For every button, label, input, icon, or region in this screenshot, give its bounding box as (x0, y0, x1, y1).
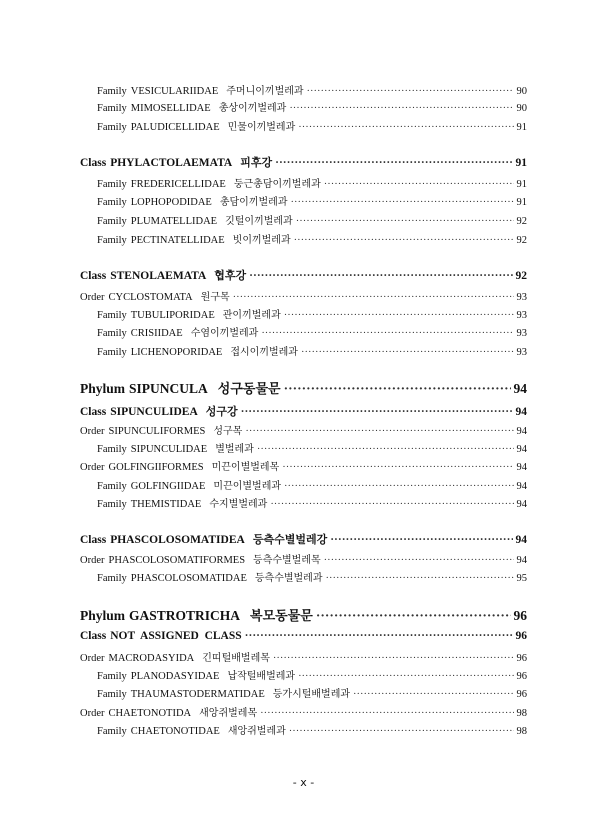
toc-entry-family (97, 722, 527, 737)
toc-entry-family (97, 495, 527, 510)
toc-entry-scientific-name: CHAETONOTIDA (108, 708, 192, 719)
toc-entry-korean-name: 원구목 (200, 292, 230, 303)
toc-entry-korean-name: 미끈이별벌레과 (213, 481, 282, 492)
toc-entry-taxon: Family (97, 481, 127, 492)
toc-entry-scientific-name: CRISIIDAE (130, 328, 183, 339)
dot-leader (284, 381, 511, 397)
toc-entry-page-number: 91 (516, 122, 527, 133)
toc-entry-taxon: Class (80, 406, 107, 418)
toc-entry-taxon: Family (97, 197, 127, 208)
toc-entry-scientific-name: GOLFINGIIFORMES (108, 462, 204, 473)
toc-entry-order (80, 458, 527, 473)
toc-entry-page-number: 96 (516, 689, 527, 700)
dot-leader (261, 328, 513, 339)
toc-entry-phylum (80, 605, 527, 624)
dot-leader (273, 653, 514, 664)
toc-entry-page-number: 94 (516, 444, 527, 455)
toc-entry-taxon: Family (97, 103, 127, 114)
toc-entry-scientific-name: SIPUNCULA (129, 381, 208, 396)
dot-leader (289, 103, 513, 114)
dot-leader (284, 481, 513, 492)
toc-entry-scientific-name: MIMOSELLIDAE (130, 103, 211, 114)
toc-entry-page-number: 96 (515, 630, 527, 642)
toc-entry-page-number: 95 (516, 573, 527, 584)
toc-entry-korean-name: 미끈이별벌레목 (211, 462, 280, 473)
dot-leader (316, 608, 511, 624)
dot-leader (296, 216, 514, 227)
toc-entry-order (80, 704, 527, 719)
toc-entry-page-number: 93 (516, 347, 527, 358)
toc-entry-page-number: 92 (516, 216, 527, 227)
toc-entry-page-number: 94 (516, 462, 527, 473)
toc-entry-page-number: 98 (516, 708, 527, 719)
toc-entry-scientific-name: STENOLAEMATA (110, 270, 207, 282)
toc-entry-scientific-name: NOT ASSIGNED CLASS (110, 630, 242, 642)
toc-entry-scientific-name: LICHENOPORIDAE (130, 347, 223, 358)
toc-entry-taxon: Family (97, 216, 127, 227)
toc-entry-korean-name: 깃털이끼벌레과 (225, 216, 293, 227)
toc-entry-korean-name: 피후강 (240, 156, 273, 169)
dot-leader (324, 555, 514, 566)
toc-entry-scientific-name: FREDERICELLIDAE (130, 179, 226, 190)
dot-leader (326, 573, 514, 584)
toc-entry-korean-name: 별벌레과 (215, 444, 254, 455)
toc-entry-page-number: 90 (516, 103, 527, 114)
toc-entry-order (80, 422, 527, 437)
dot-leader (275, 157, 512, 169)
toc-entry-taxon: Family (97, 726, 127, 737)
toc-entry-scientific-name: THAUMASTODERMATIDAE (130, 689, 265, 700)
toc-entry-korean-name: 납작털배벌레과 (227, 671, 296, 682)
toc-entry-taxon: Family (97, 235, 127, 246)
toc-entry-page-number: 94 (516, 555, 527, 566)
toc-entry-scientific-name: SIPUNCULIFORMES (108, 426, 206, 437)
dot-leader (233, 292, 514, 303)
toc-entry-korean-name: 빗이끼벌레과 (232, 235, 291, 246)
dot-leader (257, 444, 514, 455)
toc-entry-taxon: Order (80, 555, 105, 566)
toc-entry-taxon: Class (80, 534, 107, 546)
toc-entry-scientific-name: PHYLACTOLAEMATA (110, 157, 233, 169)
toc-entry-scientific-name: TUBULIPORIDAE (130, 310, 215, 321)
toc-entry-korean-name: 등가시털배벌레과 (272, 689, 351, 700)
toc-entry-scientific-name: PLANODASYIDAE (130, 671, 220, 682)
toc-entry-korean-name: 복모동물문 (250, 609, 313, 624)
toc-entry-class (80, 531, 527, 548)
dot-leader (245, 426, 513, 437)
toc-entry-family (97, 324, 527, 339)
toc-entry-page-number: 94 (516, 499, 527, 510)
toc-entry-scientific-name: MACRODASYIDA (108, 653, 195, 664)
toc-entry-korean-name: 새앙쥐벌레목 (199, 708, 258, 719)
toc-entry-taxon: Order (80, 462, 105, 473)
dot-leader (249, 270, 512, 282)
dot-leader (289, 726, 514, 737)
toc-entry-family (97, 193, 527, 208)
toc-entry-phylum (80, 378, 527, 397)
toc-entry-korean-name: 수지별벌레과 (209, 499, 268, 510)
dot-leader (330, 534, 512, 546)
toc-entry-family (97, 306, 527, 321)
toc-entry-page-number: 93 (516, 328, 527, 339)
toc-entry-taxon: Order (80, 292, 105, 303)
toc-entry-scientific-name: PHASCOLOSOMATIFORMES (108, 555, 246, 566)
toc-entry-scientific-name: VESICULARIIDAE (130, 86, 219, 97)
toc-entry-taxon: Family (97, 573, 127, 584)
toc-entry-taxon: Family (97, 499, 127, 510)
toc-entry-page-number: 92 (515, 270, 527, 282)
toc-entry-scientific-name: SIPUNCULIDAE (130, 444, 208, 455)
toc-entry-class (80, 403, 527, 420)
dot-leader (270, 499, 513, 510)
toc-entry-scientific-name: CHAETONOTIDAE (130, 726, 220, 737)
toc-entry-family (97, 440, 527, 455)
toc-entry-korean-name: 수염이끼벌레과 (190, 328, 259, 339)
toc-entry-taxon: Family (97, 310, 127, 321)
toc-entry-scientific-name: PLUMATELLIDAE (130, 216, 218, 227)
toc-entry-korean-name: 등측수별벌레목 (253, 555, 321, 566)
toc-entry-page-number: 90 (516, 86, 527, 97)
toc-entry-korean-name: 성구목 (213, 426, 243, 437)
toc-entry-page-number: 94 (516, 481, 527, 492)
toc-entry-family (97, 685, 527, 700)
dot-leader (324, 179, 514, 190)
toc-entry-class (80, 267, 527, 284)
toc-entry-taxon: Family (97, 347, 127, 358)
toc-entry-korean-name: 주머니이끼벌레과 (226, 86, 304, 97)
dot-leader (290, 197, 513, 208)
dot-leader (294, 235, 514, 246)
toc-entry-family (97, 477, 527, 492)
toc-entry-korean-name: 둥근총담이끼벌레과 (233, 179, 321, 190)
toc-entry-page-number: 94 (515, 534, 527, 546)
toc-entry-korean-name: 등측수별벌레과 (254, 573, 323, 584)
toc-entry-page-number: 93 (516, 292, 527, 303)
toc-entry-taxon: Class (80, 630, 107, 642)
toc-entry-korean-name: 민물이끼벌레과 (227, 122, 296, 133)
dot-leader (301, 347, 514, 358)
toc-entry-family (97, 82, 527, 97)
toc-entry-family (97, 667, 527, 682)
toc-entry-taxon: Family (97, 122, 127, 133)
toc-entry-korean-name: 긴띠털배벌레목 (202, 653, 270, 664)
toc-entry-scientific-name: CYCLOSTOMATA (108, 292, 193, 303)
toc-entry-family (97, 99, 527, 114)
toc-entry-taxon: Family (97, 689, 127, 700)
toc-entry-korean-name: 등측수별벌레강 (252, 533, 328, 546)
toc-entry-taxon: Family (97, 328, 127, 339)
toc-entry-page-number: 94 (516, 426, 527, 437)
dot-leader (245, 630, 513, 642)
toc-entry-scientific-name: PALUDICELLIDAE (130, 122, 220, 133)
toc-entry-page-number: 94 (515, 406, 527, 418)
toc-entry-scientific-name: LOPHOPODIDAE (130, 197, 212, 208)
toc-entry-scientific-name: GOLFINGIIDAE (130, 481, 206, 492)
toc-entry-scientific-name: PECTINATELLIDAE (130, 235, 225, 246)
toc-entry-page-number: 94 (513, 381, 527, 396)
toc-entry-korean-name: 성구동물문 (217, 382, 281, 397)
toc-entry-family (97, 569, 527, 584)
toc-entry-class (80, 154, 527, 171)
toc-entry-taxon: Order (80, 653, 105, 664)
toc-entry-page-number: 92 (516, 235, 527, 246)
toc-entry-order (80, 649, 527, 664)
toc-entry-page-number: 96 (516, 653, 527, 664)
toc-entry-order (80, 288, 527, 303)
dot-leader (298, 671, 513, 682)
toc-entry-korean-name: 새앙쥐벌레과 (227, 726, 286, 737)
toc-entry-order (80, 551, 527, 566)
toc-entry-scientific-name: PHASCOLOSOMATIDAE (130, 573, 247, 584)
toc-entry-page-number: 91 (516, 197, 527, 208)
toc-entry-taxon: Family (97, 86, 127, 97)
toc-entry-taxon: Family (97, 671, 127, 682)
dot-leader (284, 310, 514, 321)
toc-entry-scientific-name: GASTROTRICHA (129, 608, 241, 623)
toc-entry-family (97, 231, 527, 246)
toc-entry-family (97, 175, 527, 190)
toc-entry-taxon: Class (80, 157, 107, 169)
toc-entry-taxon: Order (80, 426, 105, 437)
toc-entry-korean-name: 접시이끼벌레과 (230, 347, 298, 358)
dot-leader (298, 122, 513, 133)
toc-entry-scientific-name: THEMISTIDAE (130, 499, 202, 510)
dot-leader (241, 406, 513, 418)
dot-leader (282, 462, 513, 473)
toc-entry-korean-name: 협후강 (214, 269, 247, 282)
toc-entry-taxon: Family (97, 179, 127, 190)
toc-entry-family (97, 343, 527, 358)
dot-leader (353, 689, 513, 700)
toc-entry-page-number: 91 (515, 157, 527, 169)
toc-entry-korean-name: 총상이끼벌레과 (218, 103, 287, 114)
toc-entry-page-number: 91 (516, 179, 527, 190)
toc-entry-family (97, 212, 527, 227)
toc-entry-korean-name: 성구강 (205, 405, 238, 418)
toc-entry-class (80, 630, 527, 647)
dot-leader (307, 86, 514, 97)
toc-entry-page-number: 96 (513, 608, 527, 623)
toc-entry-scientific-name: SIPUNCULIDEA (110, 406, 198, 418)
toc-entry-korean-name: 관이끼벌레과 (222, 310, 281, 321)
page-number: - x - (292, 776, 315, 789)
toc-entry-taxon: Phylum (80, 608, 126, 623)
toc-entry-taxon: Family (97, 444, 127, 455)
toc-entry-taxon: Phylum (80, 381, 126, 396)
toc-entry-page-number: 93 (516, 310, 527, 321)
toc-entry-page-number: 96 (516, 671, 527, 682)
toc-entry-korean-name: 총담이끼벌레과 (219, 197, 288, 208)
toc-entry-family (97, 118, 527, 133)
dot-leader (260, 708, 513, 719)
toc-entry-taxon: Order (80, 708, 105, 719)
toc-entry-taxon: Class (80, 270, 107, 282)
toc-entry-page-number: 98 (516, 726, 527, 737)
toc-entry-scientific-name: PHASCOLOSOMATIDEA (110, 534, 245, 546)
